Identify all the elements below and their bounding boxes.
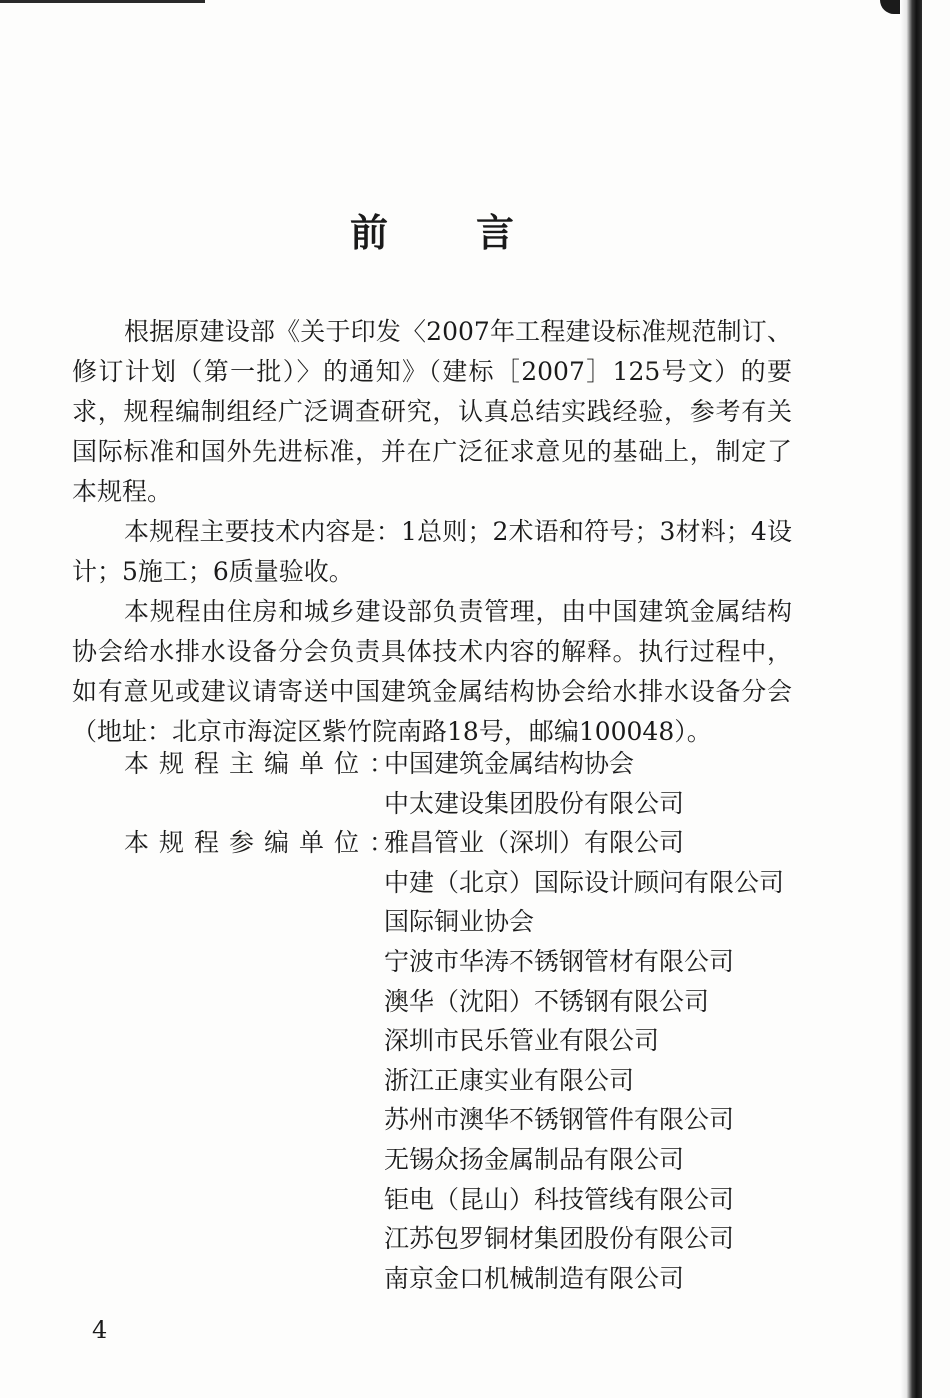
participating-units-label: 本规程参编单位： <box>124 828 405 858</box>
scan-top-rule <box>0 0 205 3</box>
paragraph-contents: 本规程主要技术内容是：1总则；2术语和符号；3材料；4设计；5施工；6质量验收。 <box>72 517 792 586</box>
chief-units-list <box>384 744 684 823</box>
participating-units <box>124 823 804 1298</box>
chief-units-label: 本规程主编单位： <box>124 749 405 778</box>
unit-item: 江苏包罗铜材集团股份有限公司 <box>384 1224 735 1254</box>
unit-item: 深圳市民乐管业有限公司 <box>384 1026 660 1056</box>
paragraph-management: 本规程由住房和城乡建设部负责管理，由中国建筑金属结构协会给水排水设备分会负责具体技术内容的解释。执行过程中，如有意见或建议请寄送中国建筑金属结构协会给水排水设备分会（地址：北京市海淀区紫竹院南路18号，邮编100048）。 <box>72 597 792 746</box>
unit-item: 无锡众扬金属制品有限公司 <box>384 1144 685 1174</box>
unit-item: 中建（北京）国际设计顾问有限公司 <box>384 867 785 897</box>
preface-body <box>72 312 792 752</box>
units-section <box>124 744 804 1298</box>
page-number: 4 <box>92 1316 108 1344</box>
participating-units-list <box>384 823 784 1298</box>
unit-item: 国际铜业协会 <box>384 907 535 937</box>
unit-item: 宁波市华涛不锈钢管材有限公司 <box>384 946 735 976</box>
unit-item: 澳华（沈阳）不锈钢有限公司 <box>384 986 710 1016</box>
unit-item: 中国建筑金属结构协会 <box>384 749 635 778</box>
unit-item: 浙江正康实业有限公司 <box>384 1065 635 1095</box>
paragraph-origin: 根据原建设部《关于印发〈2007年工程建设标准规范制订、修订计划（第一批）〉的通知》（建标［2007］125号文）的要求，规程编制组经广泛调查研究，认真总结实践经验，参考有关国际标准和国外先进标准，并在广泛征求意见的基础上，制定了本规程。 <box>72 317 792 506</box>
unit-item: 雅昌管业（深圳）有限公司 <box>384 828 685 858</box>
unit-item: 南京金口机械制造有限公司 <box>384 1263 685 1293</box>
binding-edge <box>900 0 922 1398</box>
unit-item: 苏州市澳华不锈钢管件有限公司 <box>384 1105 735 1135</box>
page-title: 前言 <box>350 210 603 255</box>
chief-units <box>124 744 804 823</box>
unit-item: 钜电（昆山）科技管线有限公司 <box>384 1184 735 1214</box>
unit-item: 中太建设集团股份有限公司 <box>384 788 685 818</box>
